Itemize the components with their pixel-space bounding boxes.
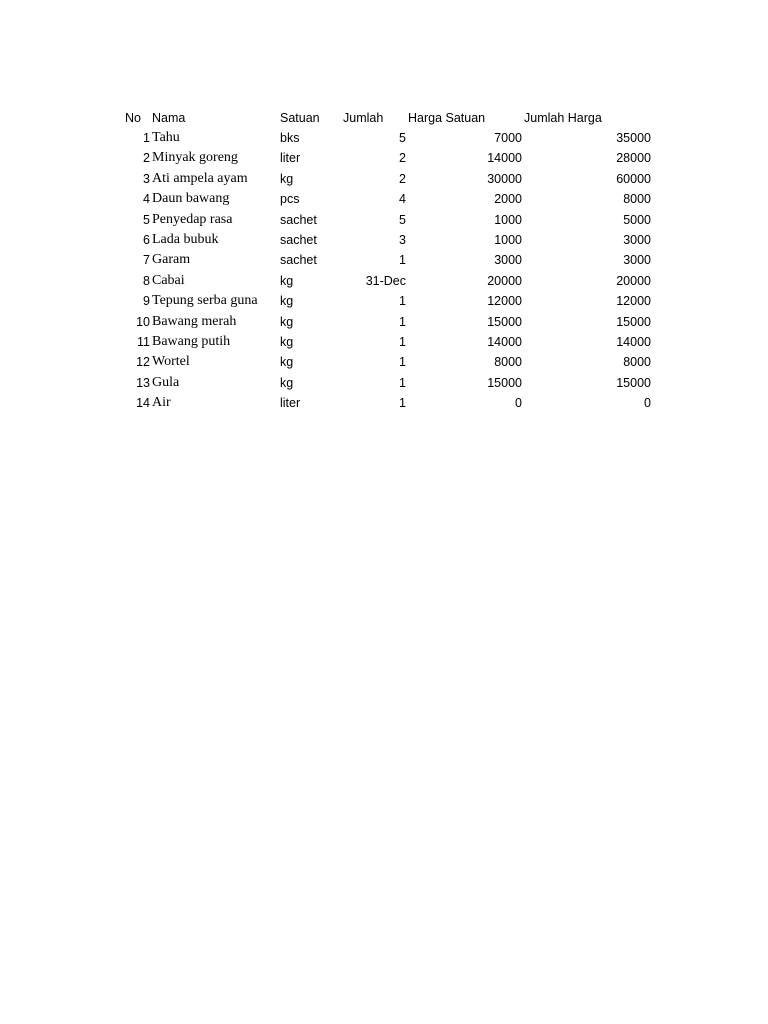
cell-jumlah: 5 [399, 131, 406, 145]
table-row [0, 210, 768, 230]
cell-nama: Ati ampela ayam [152, 171, 248, 186]
cell-jumlah: 2 [399, 151, 406, 165]
table-row [0, 250, 768, 270]
cell-no: 1 [143, 131, 150, 145]
cell-jumlah-harga: 60000 [616, 172, 651, 186]
cell-satuan: kg [280, 172, 294, 186]
cell-jumlah: 1 [399, 396, 406, 410]
cell-no: 9 [143, 294, 150, 308]
cell-satuan: kg [280, 335, 294, 349]
cell-nama: Penyedap rasa [152, 212, 233, 227]
cell-jumlah-harga: 15000 [616, 315, 651, 329]
cell-jumlah-harga: 20000 [616, 274, 651, 288]
cell-jumlah-harga: 14000 [616, 335, 651, 349]
table-row [0, 373, 768, 393]
cell-jumlah-harga: 15000 [616, 376, 651, 390]
cell-jumlah-harga: 0 [644, 396, 651, 410]
cell-harga-satuan: 1000 [494, 213, 522, 227]
cell-jumlah: 1 [399, 315, 406, 329]
table-header-row [0, 108, 768, 128]
cell-jumlah: 5 [399, 213, 406, 227]
cell-jumlah: 4 [399, 192, 406, 206]
cell-nama: Garam [152, 252, 191, 267]
cell-satuan: kg [280, 376, 294, 390]
table-row [0, 169, 768, 189]
cell-no: 11 [137, 335, 150, 349]
cell-nama: Bawang putih [152, 334, 231, 349]
table-row [0, 352, 768, 372]
header-no: No [125, 111, 141, 125]
cell-jumlah: 1 [399, 294, 406, 308]
cell-jumlah-harga: 35000 [616, 131, 651, 145]
cell-nama: Air [152, 395, 171, 410]
cell-jumlah-harga: 8000 [623, 355, 651, 369]
cell-nama: Gula [152, 375, 180, 390]
cell-satuan: sachet [280, 213, 317, 227]
cell-no: 14 [136, 396, 150, 410]
cell-nama: Minyak goreng [152, 150, 238, 165]
cell-no: 5 [143, 213, 150, 227]
table-row [0, 128, 768, 148]
cell-jumlah: 1 [399, 376, 406, 390]
cell-jumlah-harga: 3000 [623, 233, 651, 247]
cell-no: 10 [136, 315, 150, 329]
cell-satuan: sachet [280, 253, 317, 267]
cell-satuan: pcs [280, 192, 300, 206]
cell-nama: Tepung serba guna [152, 293, 258, 308]
cell-harga-satuan: 1000 [494, 233, 522, 247]
table-row [0, 230, 768, 250]
cell-nama: Wortel [152, 354, 190, 369]
cell-nama: Cabai [152, 273, 185, 288]
cell-jumlah: 31-Dec [365, 274, 406, 288]
cell-satuan: kg [280, 315, 294, 329]
cell-jumlah-harga: 5000 [623, 213, 651, 227]
cell-satuan: liter [280, 396, 301, 410]
cell-nama: Bawang merah [152, 314, 237, 329]
cell-satuan: kg [280, 294, 294, 308]
cell-jumlah-harga: 8000 [623, 192, 651, 206]
cell-harga-satuan: 14000 [487, 335, 522, 349]
cell-harga-satuan: 2000 [494, 192, 522, 206]
cell-harga-satuan: 14000 [487, 151, 522, 165]
table-row [0, 189, 768, 209]
header-satuan: Satuan [280, 111, 320, 125]
cell-jumlah: 3 [399, 233, 406, 247]
cell-no: 4 [143, 192, 150, 206]
header-jumlah: Jumlah [343, 111, 384, 125]
cell-nama: Daun bawang [152, 191, 230, 206]
header-nama: Nama [152, 111, 186, 125]
table-row [0, 332, 768, 352]
cell-jumlah: 1 [399, 355, 406, 369]
cell-satuan: sachet [280, 233, 317, 247]
cell-jumlah-harga: 28000 [616, 151, 651, 165]
table-row [0, 291, 768, 311]
cell-no: 6 [143, 233, 150, 247]
cell-harga-satuan: 7000 [494, 131, 522, 145]
table-row [0, 271, 768, 291]
cell-jumlah: 2 [399, 172, 406, 186]
cell-harga-satuan: 3000 [494, 253, 522, 267]
cell-harga-satuan: 15000 [487, 376, 522, 390]
cell-harga-satuan: 12000 [487, 294, 522, 308]
cell-jumlah: 1 [399, 253, 406, 267]
cell-harga-satuan: 15000 [487, 315, 522, 329]
cell-satuan: kg [280, 274, 294, 288]
cell-harga-satuan: 20000 [487, 274, 522, 288]
cell-nama: Lada bubuk [152, 232, 219, 247]
cell-no: 2 [143, 151, 150, 165]
header-harga-satuan: Harga Satuan [408, 111, 486, 125]
cell-satuan: kg [280, 355, 294, 369]
cell-no: 3 [143, 172, 150, 186]
cell-jumlah: 1 [399, 335, 406, 349]
cell-no: 12 [136, 355, 150, 369]
cell-satuan: liter [280, 151, 301, 165]
cell-nama: Tahu [152, 130, 180, 145]
cell-jumlah-harga: 12000 [616, 294, 651, 308]
cell-no: 8 [143, 274, 150, 288]
cell-jumlah-harga: 3000 [623, 253, 651, 267]
cell-harga-satuan: 8000 [494, 355, 522, 369]
table-row [0, 148, 768, 168]
table-row [0, 393, 768, 413]
cell-no: 7 [143, 253, 150, 267]
cell-harga-satuan: 0 [515, 396, 522, 410]
header-jumlah-harga: Jumlah Harga [524, 111, 602, 125]
cell-harga-satuan: 30000 [487, 172, 522, 186]
cell-satuan: bks [280, 131, 300, 145]
table-row [0, 312, 768, 332]
cell-no: 13 [136, 376, 150, 390]
